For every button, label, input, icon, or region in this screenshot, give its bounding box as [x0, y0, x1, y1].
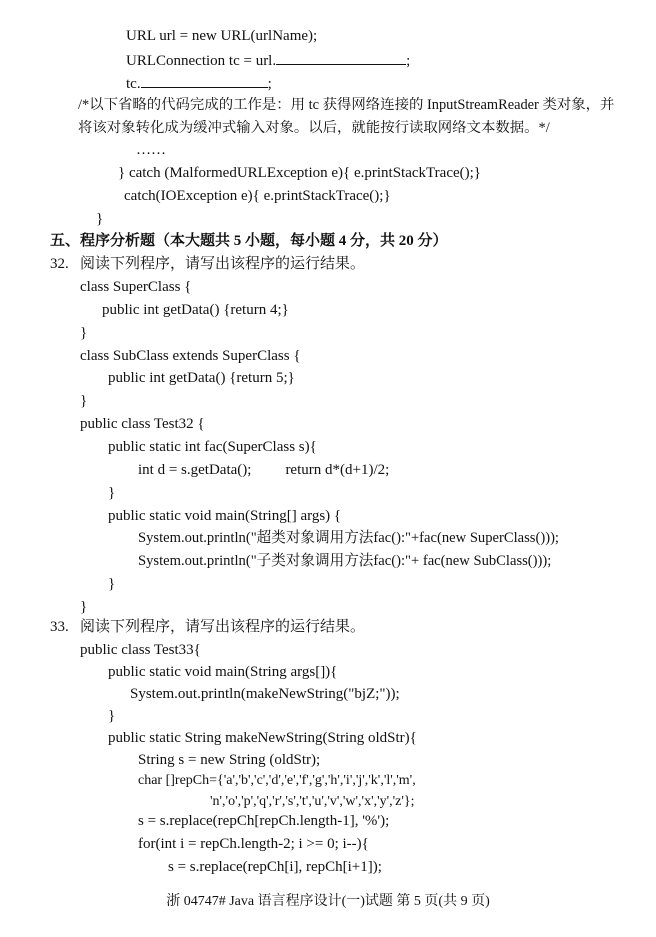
q32-code-line: System.out.println("子类对象调用方法fac():"+ fac(new SubClass())); — [138, 553, 552, 569]
code-close-brace: } — [96, 211, 104, 227]
q32-code-statement: return d*(d+1)/2; — [285, 462, 390, 478]
q32-code-statement: int d = s.getData(); — [138, 462, 252, 478]
q33-code-line: System.out.println(makeNewString("bjZ;")); — [130, 686, 400, 702]
q33-code-line: public class Test33{ — [80, 642, 201, 658]
q33-code-line: } — [108, 708, 116, 724]
q32-code-line: class SuperClass { — [80, 279, 192, 295]
code-url-line: URL url = new URL(urlName); — [126, 28, 318, 44]
answer-blank — [141, 73, 268, 88]
q33-code-line: String s = new String (oldStr); — [138, 752, 321, 768]
q33-code-line: char []repCh={'a','b','c','d','e','f','g','h','i','j','k','l','m', — [138, 773, 416, 788]
code-tc-line — [126, 73, 272, 93]
comment-line-2: 将该对象转化成为缓冲式输入对象。以后，就能按行读取网络文本数据。*/ — [78, 120, 550, 136]
page-footer — [0, 893, 656, 911]
q32-code-line: public static void main(String[] args) { — [108, 508, 342, 524]
q32-code-line: System.out.println("超类对象调用方法fac():"+fac(new SuperClass())); — [138, 530, 559, 546]
code-connection-line — [126, 50, 410, 70]
code-catch-malformed: } catch (MalformedURLException e){ e.printStackTrace();} — [118, 165, 482, 181]
q32-number: 32. — [50, 256, 69, 272]
code-semicolon: ; — [406, 53, 411, 69]
q33-code-line: for(int i = repCh.length-2; i >= 0; i--){ — [138, 836, 369, 852]
q33-code-line: s = s.replace(repCh[i], repCh[i+1]); — [168, 859, 382, 875]
q32-code-line: } — [108, 485, 116, 501]
q32-code-line: } — [108, 576, 116, 592]
q33-code-line: public static String makeNewString(String oldStr){ — [108, 730, 417, 746]
footer-text: 浙 04747# Java 语言程序设计(一)试题 第 5 页(共 9 页) — [166, 894, 490, 909]
answer-blank — [276, 50, 406, 65]
section-title: 五、程序分析题（本大题共 5 小题，每小题 4 分，共 20 分） — [50, 233, 448, 249]
code-tc-prefix: tc. — [126, 76, 141, 92]
q32-code-line — [138, 461, 389, 479]
q32-code-line: public int getData() {return 4;} — [102, 302, 289, 318]
q32-code-line: public int getData() {return 5;} — [108, 370, 295, 386]
q33-code-line: s = s.replace(repCh[repCh.length-1], '%'); — [138, 813, 390, 829]
q33-number: 33. — [50, 619, 69, 635]
comment-line-1: /*以下省略的代码完成的工作是：用 tc 获得网络连接的 InputStreamReader 类对象，并 — [78, 97, 615, 113]
q33-prompt: 阅读下列程序，请写出该程序的运行结果。 — [80, 619, 366, 635]
q33-code-line: 'n','o','p','q','r','s','t','u','v','w','x','y','z'}; — [210, 794, 415, 809]
q32-code-line: } — [80, 393, 88, 409]
q32-code-line: public class Test32 { — [80, 416, 205, 432]
code-semicolon: ; — [267, 76, 272, 92]
q32-code-line: class SubClass extends SuperClass { — [80, 348, 301, 364]
code-connection-prefix: URLConnection tc = url. — [126, 53, 277, 69]
q33-code-line: public static void main(String args[]){ — [108, 664, 338, 680]
q32-prompt: 阅读下列程序，请写出该程序的运行结果。 — [80, 256, 366, 272]
code-catch-io: catch(IOException e){ e.printStackTrace();} — [124, 188, 391, 204]
code-ellipsis: …… — [136, 142, 166, 158]
q32-code-line: public static int fac(SuperClass s){ — [108, 439, 317, 455]
q32-code-line: } — [80, 325, 88, 341]
q32-code-line: } — [80, 599, 88, 615]
